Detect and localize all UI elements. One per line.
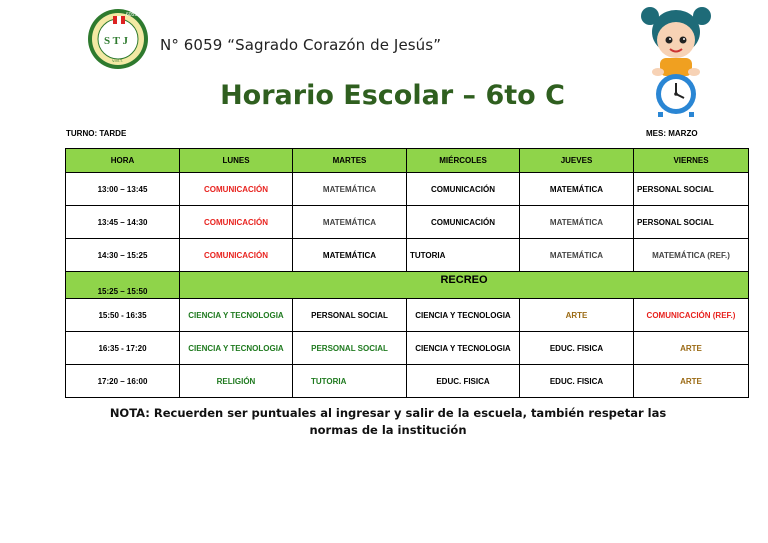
subject-cell: CIENCIA Y TECNOLOGIA — [407, 332, 520, 365]
subject-cell: MATEMÁTICA — [520, 206, 634, 239]
subject-cell: CIENCIA Y TECNOLOGIA — [180, 299, 293, 332]
subject-cell: COMUNICACIÓN (REF.) — [634, 299, 749, 332]
subject-cell: CIENCIA Y TECNOLOGIA — [180, 332, 293, 365]
table-header-row — [66, 149, 749, 173]
column-header-jueves: JUEVES — [520, 149, 634, 173]
subject-cell: RELIGIÓN — [180, 365, 293, 398]
recess-row — [66, 272, 749, 299]
school-crest-logo — [86, 8, 150, 70]
subject-cell: ARTE — [634, 365, 749, 398]
subject-cell: COMUNICACIÓN — [180, 173, 293, 206]
column-header-hora: HORA — [66, 149, 180, 173]
subject-cell: EDUC. FISICA — [407, 365, 520, 398]
svg-text:6059: 6059 — [126, 12, 138, 18]
subject-cell: COMUNICACIÓN — [407, 173, 520, 206]
subject-cell: MATEMÁTICA — [293, 239, 407, 272]
time-cell: 13:00 – 13:45 — [66, 173, 180, 206]
time-cell: 13:45 – 14:30 — [66, 206, 180, 239]
subject-cell: EDUC. FISICA — [520, 365, 634, 398]
subject-cell: EDUC. FISICA — [520, 332, 634, 365]
table-row — [66, 332, 749, 365]
subject-cell: MATEMÁTICA — [520, 239, 634, 272]
page-title: Horario Escolar – 6to C — [220, 80, 565, 111]
footer-note: NOTA: Recuerden ser puntuales al ingresar y salir de la escuela, también respetar las normas de la institución — [109, 406, 667, 437]
column-header-miercoles: MIÉRCOLES — [407, 149, 520, 173]
time-cell: 17:20 – 16:00 — [66, 365, 180, 398]
subject-cell: MATEMÁTICA — [293, 173, 407, 206]
time-cell: 14:30 – 15:25 — [66, 239, 180, 272]
table-row — [66, 239, 749, 272]
schedule-table — [65, 148, 749, 398]
subject-cell: MATEMÁTICA — [520, 173, 634, 206]
subject-cell: COMUNICACIÓN — [407, 206, 520, 239]
column-header-martes: MARTES — [293, 149, 407, 173]
table-row — [66, 173, 749, 206]
girl-with-clock-illustration — [638, 2, 714, 118]
time-cell: 15:50 - 16:35 — [66, 299, 180, 332]
subject-cell: COMUNICACIÓN — [180, 239, 293, 272]
recess-label: RECREO — [180, 272, 749, 299]
time-cell: 16:35 - 17:20 — [66, 332, 180, 365]
subject-cell: PERSONAL SOCIAL — [293, 299, 407, 332]
subject-cell: COMUNICACIÓN — [180, 206, 293, 239]
table-row — [66, 365, 749, 398]
column-header-viernes: VIERNES — [634, 149, 749, 173]
recess-time-cell: 15:25 – 15:50 — [66, 272, 180, 299]
subject-cell: MATEMÁTICA — [293, 206, 407, 239]
shift-label: TURNO: TARDE — [66, 129, 127, 138]
school-name: N° 6059 “Sagrado Corazón de Jesús” — [160, 36, 442, 54]
subject-cell: PERSONAL SOCIAL — [634, 206, 749, 239]
subject-cell: MATEMÁTICA (REF.) — [634, 239, 749, 272]
subject-cell: ARTE — [520, 299, 634, 332]
month-label: MES: MARZO — [646, 129, 698, 138]
table-row — [66, 206, 749, 239]
subject-cell: TUTORIA — [407, 239, 520, 272]
svg-text:S T J: S T J — [104, 35, 129, 47]
table-row — [66, 299, 749, 332]
subject-cell: CIENCIA Y TECNOLOGIA — [407, 299, 520, 332]
subject-cell: TUTORIA — [293, 365, 407, 398]
svg-text:V.M.T.: V.M.T. — [112, 58, 123, 63]
column-header-lunes: LUNES — [180, 149, 293, 173]
subject-cell: PERSONAL SOCIAL — [293, 332, 407, 365]
subject-cell: ARTE — [634, 332, 749, 365]
subject-cell: PERSONAL SOCIAL — [634, 173, 749, 206]
